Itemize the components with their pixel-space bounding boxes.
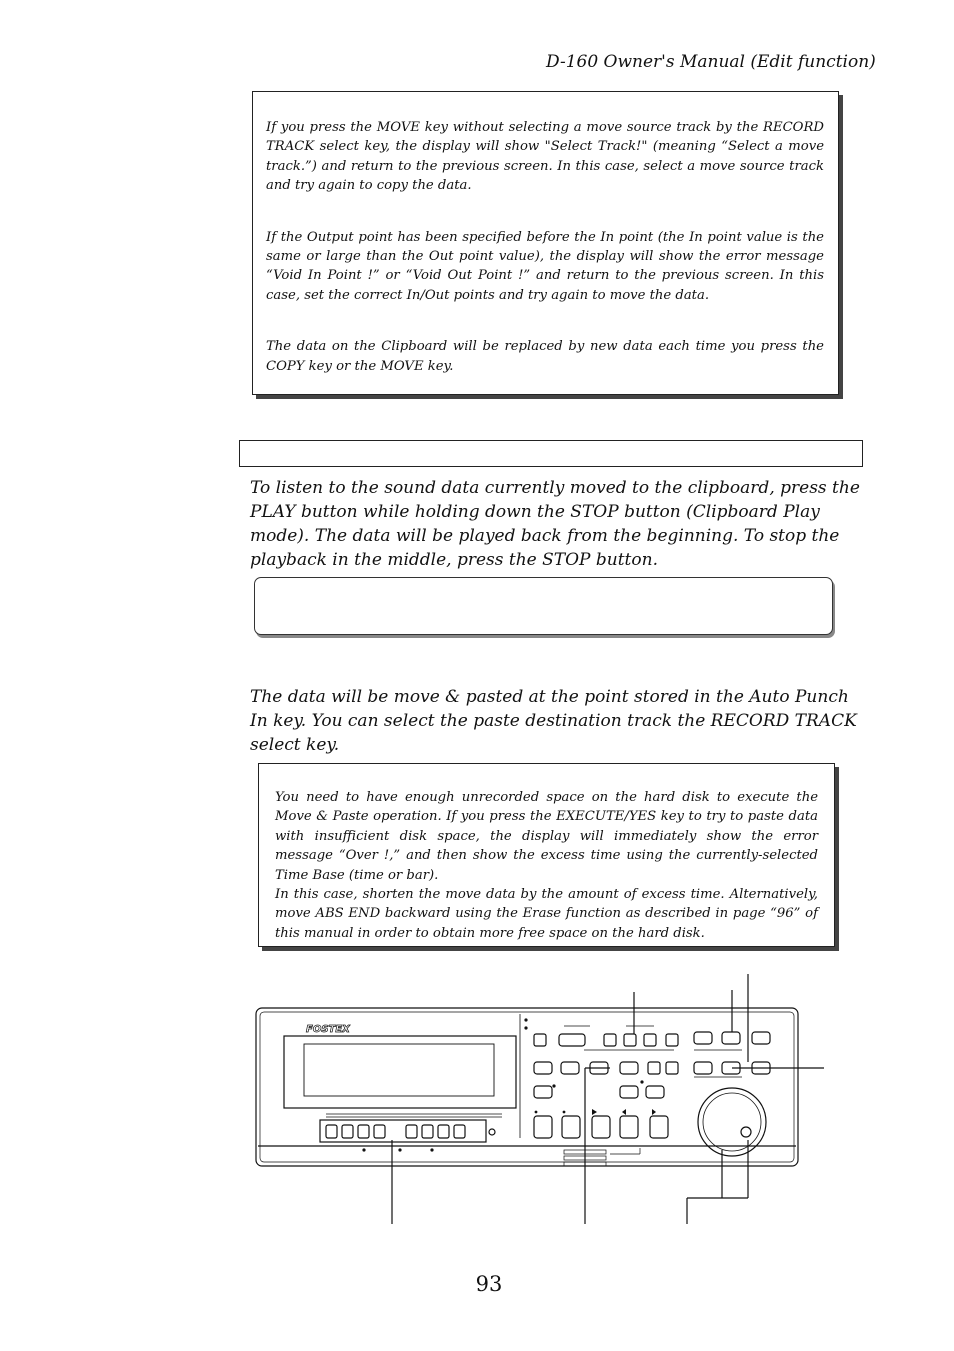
note-paragraph: In this case, shorten the move data by the amount of excess time. Alternatively, move ABS END backward using the Erase function as described in page “96” of this manual in order to obtain more free space on the hard disk.: [275, 887, 818, 941]
note-paragraph: If you press the MOVE key without selecting a move source track by the RECORD TRACK select key, the display will show "Select Track!" (meaning “Select a move track.”) and return to the previous screen. In this case, select a move source track and try again to copy the data.: [266, 120, 824, 194]
paste-paragraph: The data will be move & pasted at the point stored in the Auto Punch In key. You can select the paste destination track the RECORD TRACK select key.: [250, 687, 857, 755]
note-paragraph: The data on the Clipboard will be replaced by new data each time you press the COPY key or the MOVE key.: [266, 339, 824, 374]
note-paragraph: You need to have enough unrecorded space on the hard disk to execute the Move & Paste operation. If you press the EXECUTE/YES key to try to paste data with insufficient disk space, the display will immediately show the error message “Over !,” and then show the excess time using the currently-selected Time Base (time or bar).: [275, 790, 818, 883]
step-heading-box: [254, 577, 833, 635]
record-track-select-keys: [326, 1125, 465, 1138]
front-panel-diagram: [254, 970, 834, 1230]
page-number: 93: [475, 1272, 503, 1296]
section-heading-bar: [239, 440, 863, 467]
note-box-bottom: [258, 763, 835, 947]
transport-buttons: [534, 1116, 668, 1138]
note-paragraph: If the Output point has been specified before the In point (the In point value is the same or large than the Out point value), the display will show the error message “Void In Point !” or “Void Out Point !” and return to the previous screen. In this case, set the correct In/Out points and try again to move the data.: [266, 229, 824, 303]
brand-logo: FOSTEX: [306, 1024, 350, 1035]
clipboard-play-paragraph: To listen to the sound data currently moved to the clipboard, press the PLAY button while holding down the STOP button (Clipboard Play mode). The data will be played back from the beginning. To stop the playback in the middle, press the STOP button.: [250, 478, 860, 570]
note-box-top: [252, 91, 839, 395]
page-header: D-160 Owner's Manual (Edit function): [546, 52, 876, 72]
